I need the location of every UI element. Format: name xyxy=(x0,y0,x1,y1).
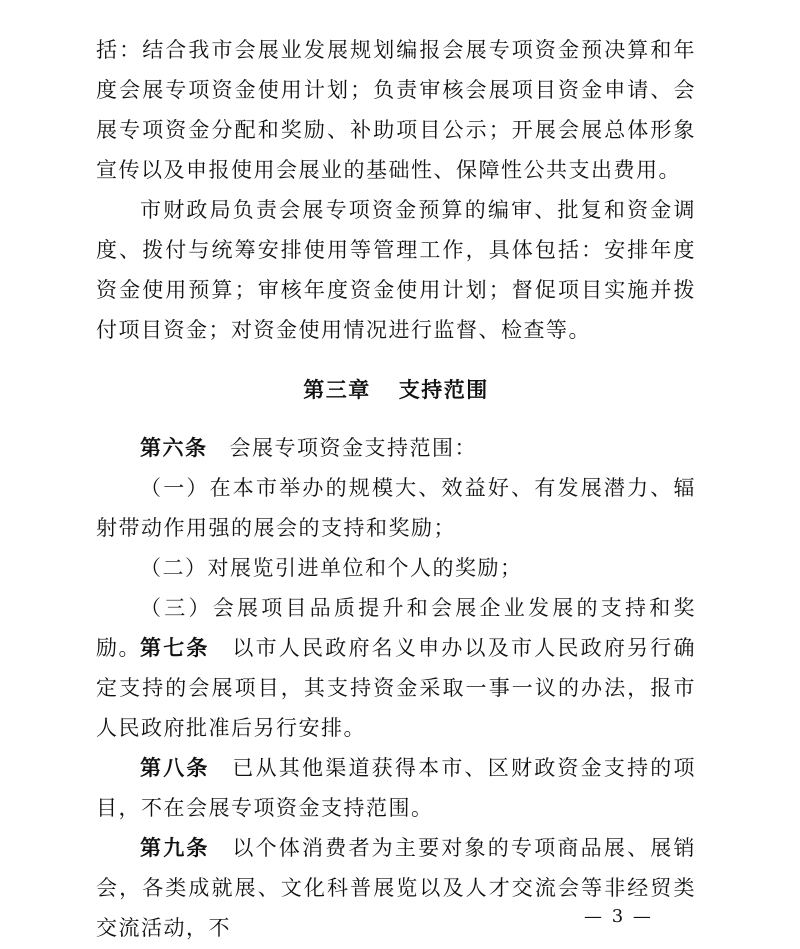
article-6-text: 会展专项资金支持范围： xyxy=(229,436,477,460)
article-8-label: 第八条 xyxy=(140,755,210,780)
chapter-heading xyxy=(96,370,696,410)
article-6-item-3: （三）会展项目品质提升和会展企业发展的支持和奖励。 xyxy=(96,596,696,660)
page-number: — 3 — xyxy=(584,906,653,927)
article-7 xyxy=(96,628,696,748)
article-9-label: 第九条 xyxy=(140,835,210,860)
paragraph-continuation: 括：结合我市会展业发展规划编报会展专项资金预决算和年度会展专项资金使用计划；负责审核会展项目资金申请、会展专项资金分配和奖励、补助项目公示；开展会展总体形象宣传以及申报使用会展业的基础性、保障性公共支出费用。 xyxy=(96,38,696,182)
article-9-text: 以个体消费者为主要对象的专项商品展、展销会，各类成就展、文化科普展览以及人才交流会等非经贸类交流活动，不 xyxy=(96,836,697,940)
article-7-label: 第七条 xyxy=(140,635,210,660)
paragraph-finance-bureau: 市财政局负责会展专项资金预算的编审、批复和资金调度、拨付与统筹安排使用等管理工作，具体包括：安排年度资金使用预算；审核年度资金使用计划；督促项目实施并拨付项目资金；对资金使用情况进行监督、检查等。 xyxy=(96,198,696,342)
article-6-item-1: （一）在本市举办的规模大、效益好、有发展潜力、辐射带动作用强的展会的支持和奖励； xyxy=(96,476,696,540)
chapter-number: 第三章 xyxy=(303,377,371,402)
article-9 xyxy=(96,828,696,948)
article-6 xyxy=(96,428,696,468)
article-8 xyxy=(96,748,696,828)
article-6-item-2: （二）对展览引进单位和个人的奖励； xyxy=(140,556,523,580)
article-6-label: 第六条 xyxy=(140,435,208,460)
article-7-text: 以市人民政府名义申办以及市人民政府另行确定支持的会展项目，其支持资金采取一事一议的办法，报市人民政府批准后另行安排。 xyxy=(96,636,697,740)
chapter-title: 支持范围 xyxy=(398,377,489,402)
article-8-text: 已从其他渠道获得本市、区财政资金支持的项目，不在会展专项资金支持范围。 xyxy=(96,756,697,820)
